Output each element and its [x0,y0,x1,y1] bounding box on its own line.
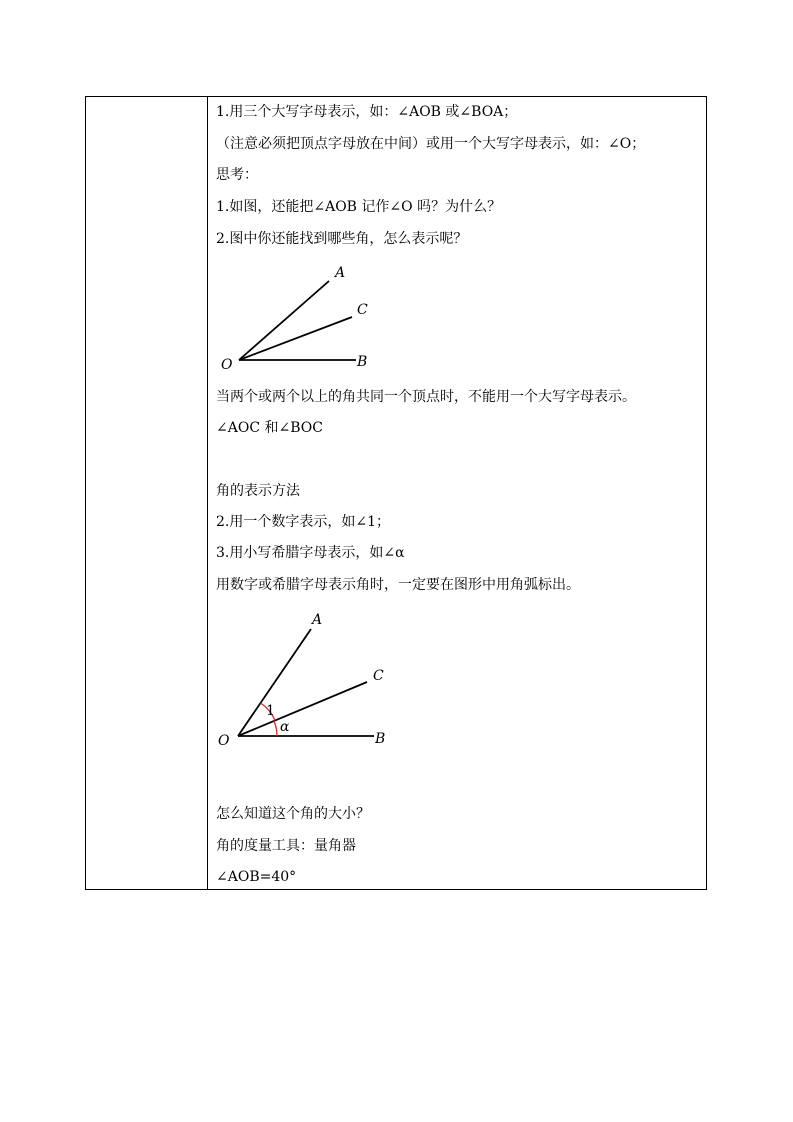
angle-figure-1 [216,265,386,377]
angle-alpha-arc [274,721,277,736]
ray-oa [239,281,329,360]
text-line-5: 2.图中你还能找到哪些角，怎么表示呢？ [216,231,468,247]
label-a: A [312,612,323,628]
ray-oc [239,317,352,360]
text-line-13: 角的度量工具：量角器 [216,838,356,854]
label-b: B [357,354,368,370]
label-b: B [375,731,386,747]
column-divider [207,97,208,889]
text-line-10: 3.用小写希腊字母表示，如∠α [216,545,405,561]
text-line-12: 怎么知道这个角的大小？ [216,806,370,822]
text-line-11: 用数字或希腊字母表示角时，一定要在图形中用角弧标出。 [216,577,580,593]
text-line-3: 思考： [216,167,258,183]
label-o: O [221,357,233,373]
label-c: C [357,302,368,318]
label-angle-alpha: α [280,719,290,735]
label-o: O [218,733,230,749]
text-line-4: 1.如图，还能把∠AOB 记作∠O 吗？为什么？ [216,199,502,215]
angle-figure-2 [214,609,404,754]
text-line-14: ∠AOB=40° [216,869,297,885]
label-a: A [335,265,346,281]
text-line-7: ∠AOC 和∠BOC [216,420,323,436]
text-line-9: 2.用一个数字表示，如∠1； [216,514,390,530]
text-line-6: 当两个或两个以上的角共同一个顶点时，不能用一个大写字母表示。 [216,389,636,405]
lesson-table [85,96,707,890]
text-line-1: 1.用三个大写字母表示，如：∠AOB 或∠BOA； [216,104,518,120]
text-line-2: （注意必须把顶点字母放在中间）或用一个大写字母表示，如：∠O； [216,136,646,152]
label-angle-1: 1 [266,703,275,719]
label-c: C [373,668,384,684]
text-line-8: 角的表示方法 [216,483,300,499]
